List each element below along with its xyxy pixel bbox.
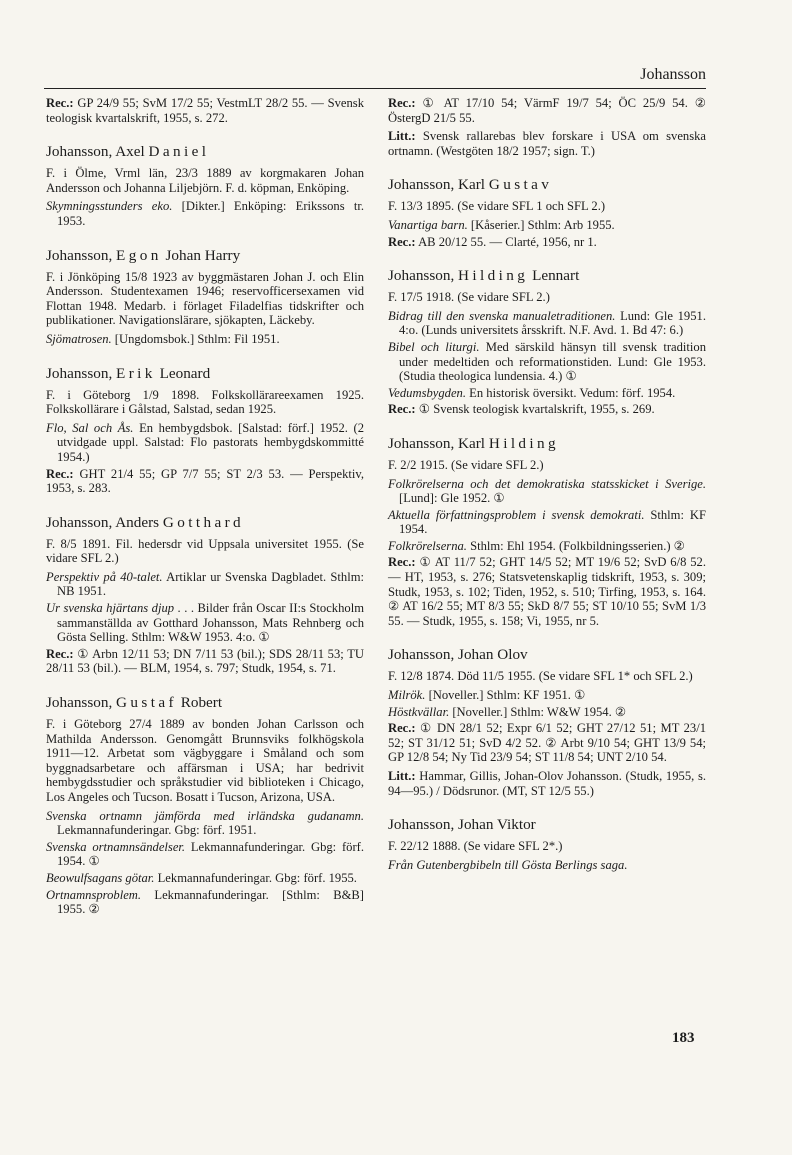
biography: F. 17/5 1918. (Se vidare SFL 2.) [388, 290, 550, 305]
entry-karl-gustav [388, 175, 706, 249]
review-line: Rec.: ① Svensk teologisk kvartalskrift, 1955, s. 269. [388, 402, 655, 417]
running-head-title: Johansson [640, 66, 706, 83]
work-item: Bidrag till den svenska manualetraditionen. Lund: Gle 1951. 4:o. (Lunds universitets årsskrift. N.F. Avd. 1. Bd 47: 6.) [388, 308, 706, 338]
biography: F. i Jönköping 15/8 1923 av byggmästaren Johan J. och Elin Andersson. Studentexamen 1946; reservofficersexamen vid Flottan 1948. Medarb. i förlaget Filadelfias tidskrifter och publikationer. Navigationslärare, sjökapten, Läckeby. [46, 269, 364, 328]
entry-johan-olov [388, 645, 706, 798]
review-line: Rec.: ① AT 11/7 52; GHT 14/5 52; MT 19/6 52; SvD 6/8 52. — HT, 1953, s. 276; Statsvetenskaplig tidskrift, 1953, s. 309; Studk, 1953, s. 102; Tiden, 1952, s. 510; Tirfing, 1953, s. 164. ② AT 16/2 55; MT 8/3 55; SkD 8/7 55; ST 10/10 55; SvM 1/3 55. — Studk, 1955, s. 158; Vi, 1955, nr 5. [388, 555, 706, 628]
entry-heading: Johansson, Egon Johan Harry [46, 246, 241, 264]
literature-line: Litt.: Svensk rallarebas blev forskare i USA om svenska ortnamn. (Westgöten 18/2 1957; sign. T.) [388, 129, 706, 158]
entry-axel-daniel [46, 142, 364, 228]
work-item: Ur svenska hjärtans djup . . . Bilder från Oscar II:s Stockholm sammanställda av Gotthard Johansson, Mats Rehnberg och Gösta Selling. Sthlm: W&W 1953. 4:o. ① [46, 601, 364, 645]
biography: F. i Göteborg 1/9 1898. Folkskollärareexamen 1925. Folkskollärare i Gålstad, Salstad, sedan 1925. [46, 387, 364, 417]
work-item: Vedumsbygden. En historisk översikt. Vedum: förf. 1954. [388, 385, 676, 400]
entry-egon-johan-harry [46, 246, 364, 347]
entry-heading: Johansson, Karl Gustav [388, 176, 553, 194]
work-item: Perspektiv på 40-talet. Artiklar ur Svenska Dagbladet. Sthlm: NB 1951. [46, 569, 364, 599]
work-item: Sjömatrosen. [Ungdomsbok.] Sthlm: Fil 1951. [46, 331, 280, 346]
work-item: Ortnamnsproblem. Lekmannafunderingar. [Sthlm: B&B] 1955. ② [46, 887, 364, 917]
entry-johan-viktor [388, 815, 706, 872]
review-line: Rec.: ① DN 28/1 52; Expr 6/1 52; GHT 27/12 51; MT 23/1 52; ST 31/12 51; SvD 4/2 52. ② Arbt 9/10 54; GHT 13/9 54; GP 12/8 54; Ny Tid 23/9 54; ST 11/8 54; UNT 2/10 54. [388, 721, 706, 765]
entry-continued-right [388, 96, 706, 158]
work-item: Svenska ortnamn jämförda med irländska gudanamn. Lekmannafunderingar. Gbg: förf. 1951. [46, 808, 364, 838]
review-line: Rec.: ① AT 17/10 54; VärmF 19/7 54; ÖC 25/9 54. ② ÖstergD 21/5 55. [388, 96, 706, 125]
work-item: Från Gutenbergbibeln till Gösta Berlings saga. [388, 857, 628, 872]
work-item: Höstkvällar. [Noveller.] Sthlm: W&W 1954. ② [388, 704, 627, 719]
entry-heading: Johansson, Johan Olov [388, 646, 528, 664]
entry-heading: Johansson, Axel Daniel [46, 143, 210, 161]
work-item: Folkrörelserna. Sthlm: Ehl 1954. (Folkbildningsserien.) ② [388, 538, 685, 553]
page-number: 183 [672, 1030, 695, 1046]
entry-heading: Johansson, Hilding Lennart [388, 267, 580, 285]
biography: F. 2/2 1915. (Se vidare SFL 2.) [388, 457, 544, 472]
biography: F. i Göteborg 27/4 1889 av bonden Johan Carlsson och Mathilda Andersson. Genomgått Brunnsviks folkhögskola 1911—12. Arbetat som vägbyggare i Småland och som byggnadsarbetare och affärsman i USA; har bedrivit hembygdsstudier och språkstudier vid biblioteken i Chicago, Los Angeles och Tucson. Bosatt i Tucson, Arizona, USA. [46, 717, 364, 804]
work-item: Flo, Sal och Ås. En hembygdsbok. [Salstad: förf.] 1952. (2 utvidgade uppl. Salstad: Flo pastorats hembygdskommitté 1954.) [46, 420, 364, 464]
entry-karl-hilding [388, 434, 706, 629]
literature-line: Litt.: Hammar, Gillis, Johan-Olov Johansson. (Studk, 1955, s. 94—95.) / Dödsrunor. (MT, ST 12/5 55.) [388, 769, 706, 798]
entry-hilding-lennart [388, 266, 706, 417]
biography: F. i Ölme, Vrml län, 23/3 1889 av korgmakaren Johan Andersson och Johanna Liljebjörn. F. d. köpman, Enköping. [46, 166, 364, 195]
work-item: Skymningsstunders eko. [Dikter.] Enköping: Erikssons tr. 1953. [46, 199, 364, 228]
work-item: Folkrörelserna och det demokratiska statsskicket i Sverige. [Lund]: Gle 1952. ① [388, 476, 706, 506]
review-line: Rec.: ① Arbn 12/11 53; DN 7/11 53 (bil.); SDS 28/11 53; TU 28/11 53 (bil.). — BLM, 1954, s. 797; Studk, 1954, s. 71. [46, 646, 364, 676]
entry-heading: Johansson, Karl Hilding [388, 434, 560, 452]
right-column [388, 96, 706, 874]
biography: F. 13/3 1895. (Se vidare SFL 1 och SFL 2.) [388, 199, 606, 214]
work-item: Bibel och liturgi. Med särskild hänsyn till svensk tradition under medeltiden och reformationstiden. Lund: Gle 1953. (Studia theologica lundensia. 4.) ① [388, 339, 707, 384]
entry-heading: Johansson, Johan Viktor [388, 816, 536, 834]
entry-continued-left [46, 96, 364, 125]
entry-gustaf-robert [46, 693, 364, 917]
work-item: Milrök. [Noveller.] Sthlm: KF 1951. ① [388, 688, 586, 703]
work-item: Beowulfsagans götar. Lekmannafunderingar. Gbg: förf. 1955. [46, 870, 357, 885]
entry-heading: Johansson, Gustaf Robert [46, 694, 223, 712]
entry-erik-leonard [46, 364, 364, 496]
biography: F. 12/8 1874. Död 11/5 1955. (Se vidare SFL 1* och SFL 2.) [388, 669, 693, 684]
running-header [44, 58, 706, 89]
entry-anders-gotthard [46, 513, 364, 676]
entry-heading: Johansson, Anders Gotthard [46, 513, 245, 531]
biography: F. 22/12 1888. (Se vidare SFL 2*.) [388, 839, 563, 854]
review-line: Rec.: AB 20/12 55. — Clarté, 1956, nr 1. [388, 234, 597, 249]
work-item: Aktuella författningsproblem i svensk demokrati. Sthlm: KF 1954. [388, 507, 706, 537]
work-item: Svenska ortnamnsändelser. Lekmannafunderingar. Gbg: förf. 1954. ① [46, 839, 364, 869]
left-column [46, 96, 364, 919]
entry-heading: Johansson, Erik Leonard [46, 364, 211, 382]
review-line: Rec.: GP 24/9 55; SvM 17/2 55; VestmLT 28/2 55. — Svensk teologisk kvartalskrift, 1955, s. 272. [46, 96, 364, 125]
biography: F. 8/5 1891. Fil. hedersdr vid Uppsala universitet 1955. (Se vidare SFL 2.) [46, 536, 364, 566]
work-item: Vanartiga barn. [Kåserier.] Sthlm: Arb 1955. [388, 217, 615, 232]
review-line: Rec.: GHT 21/4 55; GP 7/7 55; ST 2/3 53. — Perspektiv, 1953, s. 283. [46, 466, 364, 496]
